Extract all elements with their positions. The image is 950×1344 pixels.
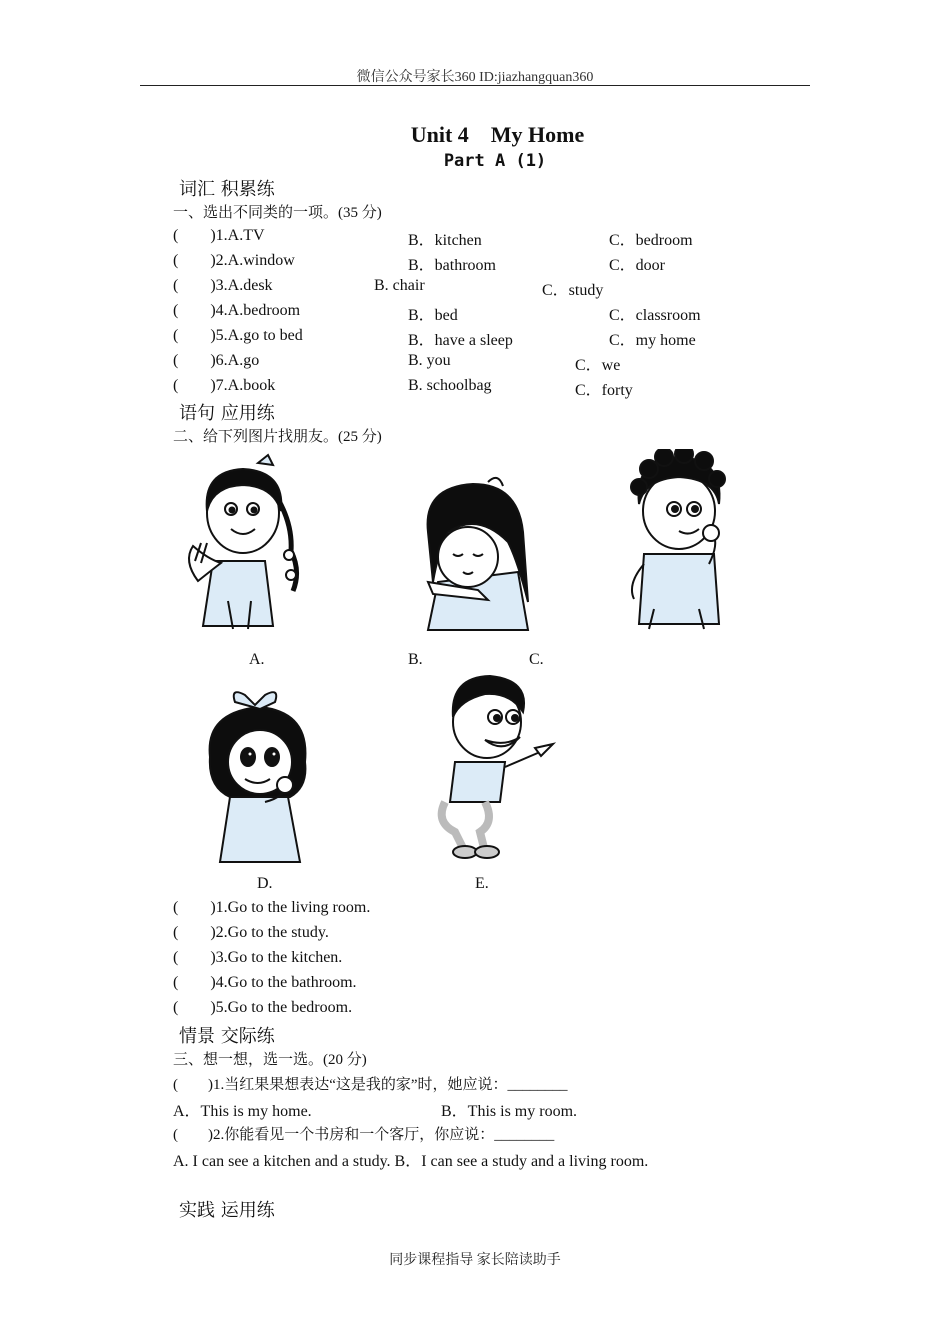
option-b: B. schoolbag bbox=[408, 377, 492, 394]
option-b: B．bathroom bbox=[408, 257, 496, 274]
option-c: C．my home bbox=[609, 332, 696, 349]
boy-curly-hair-icon bbox=[609, 449, 745, 631]
question-number: ( )6.A.go bbox=[173, 352, 260, 369]
section-heading-situation: 情景 交际练 bbox=[179, 1026, 275, 1047]
page-subtitle: Part A (1) bbox=[443, 151, 547, 171]
boy-pointing-icon bbox=[425, 672, 561, 863]
section-heading-practice: 实践 运用练 bbox=[179, 1200, 275, 1221]
option-c: C．classroom bbox=[609, 307, 701, 324]
option-c: C．forty bbox=[575, 382, 633, 399]
question-options: A. I can see a kitchen and a study. B．I can see a study and a living room. bbox=[173, 1153, 649, 1170]
option-b: B. chair bbox=[374, 277, 425, 294]
picture-label-a: A. bbox=[249, 651, 265, 668]
question-prompt: ( )1.当红果果想表达“这是我的家”时，她应说：________ bbox=[173, 1077, 568, 1093]
question-number: ( )1.A.TV bbox=[173, 227, 265, 244]
section-heading-sentences: 语句 应用练 bbox=[179, 403, 275, 424]
option-c: C．bedroom bbox=[609, 232, 693, 249]
girl-clapping-icon bbox=[173, 451, 309, 631]
header-divider bbox=[140, 85, 810, 86]
list-item: ( )1.Go to the living room. bbox=[173, 899, 371, 916]
picture-label-c: C. bbox=[529, 651, 544, 668]
option-b: B. you bbox=[408, 352, 451, 369]
page-title: Unit 4 My Home bbox=[410, 122, 585, 147]
question-number: ( )3.A.desk bbox=[173, 277, 273, 294]
girl-sleeping-icon bbox=[408, 472, 544, 631]
question-number: ( )4.A.bedroom bbox=[173, 302, 301, 319]
option-a: A．This is my home. bbox=[173, 1103, 312, 1120]
option-b: B．bed bbox=[408, 307, 458, 324]
question-number: ( )5.A.go to bed bbox=[173, 327, 303, 344]
question-number: ( )2.A.window bbox=[173, 252, 295, 269]
list-item: ( )3.Go to the kitchen. bbox=[173, 949, 343, 966]
option-b: B．This is my room. bbox=[441, 1103, 578, 1120]
section1-instruction: 一、选出不同类的一项。(35 分) bbox=[173, 205, 382, 221]
question-number: ( )7.A.book bbox=[173, 377, 276, 394]
list-item: ( )5.Go to the bedroom. bbox=[173, 999, 353, 1016]
section-heading-vocabulary: 词汇 积累练 bbox=[179, 179, 275, 200]
option-c: C．we bbox=[575, 357, 621, 374]
picture-label-d: D. bbox=[257, 875, 273, 892]
list-item: ( )2.Go to the study. bbox=[173, 924, 329, 941]
option-b: B．have a sleep bbox=[408, 332, 513, 349]
section2-instruction: 二、给下列图片找朋友。(25 分) bbox=[173, 429, 382, 445]
option-c: C．door bbox=[609, 257, 666, 274]
question-prompt: ( )2.你能看见一个书房和一个客厅，你应说：________ bbox=[173, 1127, 555, 1143]
girl-thinking-icon bbox=[190, 687, 326, 863]
option-b: B．kitchen bbox=[408, 232, 482, 249]
picture-label-e: E. bbox=[475, 875, 489, 892]
list-item: ( )4.Go to the bathroom. bbox=[173, 974, 357, 991]
option-c: C．study bbox=[542, 282, 604, 299]
section3-instruction: 三、想一想，选一选。(20 分) bbox=[173, 1052, 367, 1068]
page-header-text: 微信公众号家长360 ID:jiazhangquan360 bbox=[356, 70, 594, 85]
picture-label-b: B. bbox=[408, 651, 423, 668]
page-footer: 同步课程指导 家长陪读助手 bbox=[389, 1253, 561, 1268]
